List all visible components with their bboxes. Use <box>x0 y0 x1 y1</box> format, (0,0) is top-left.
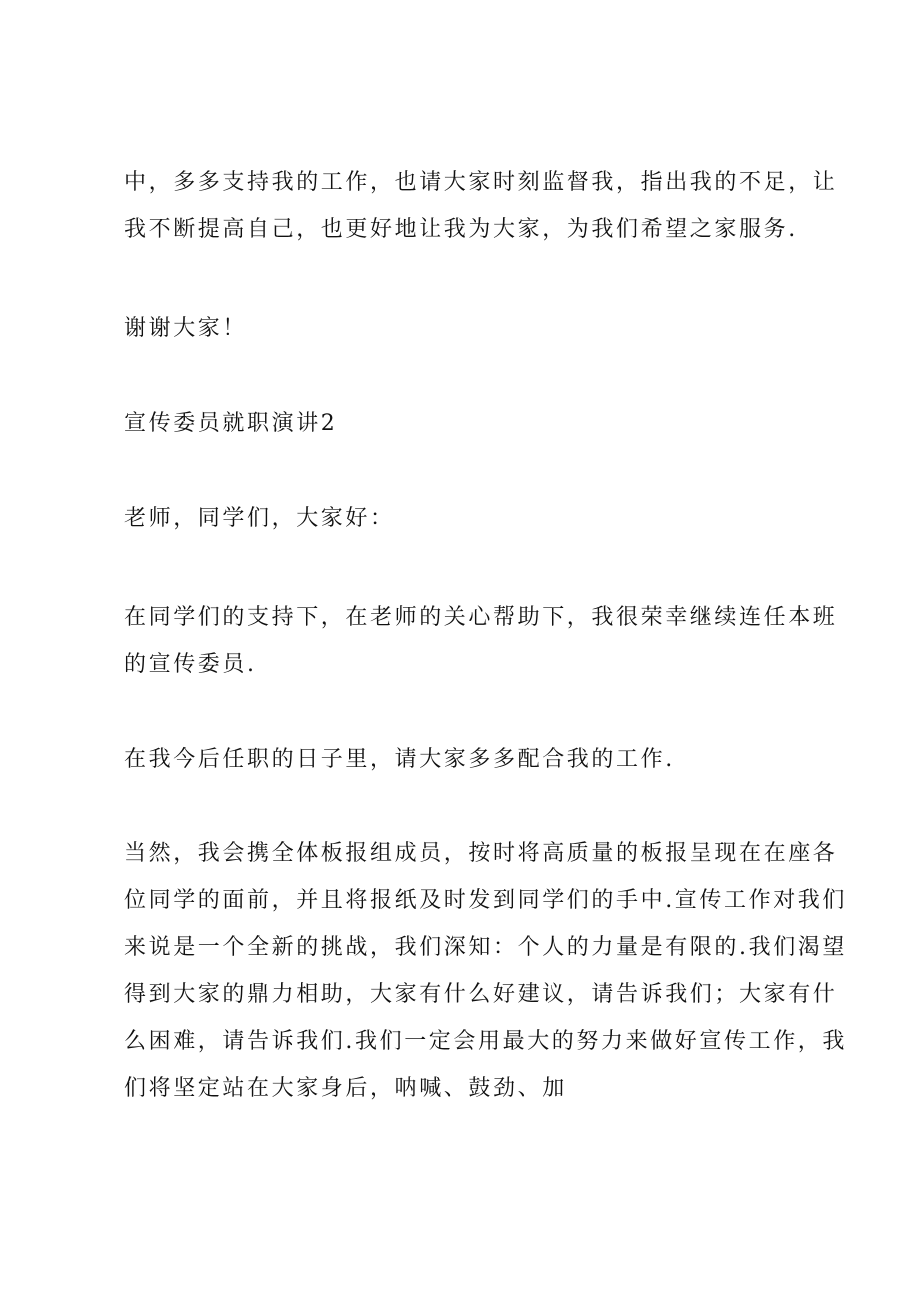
text-line: 当然，我会携全体板报组成员，按时将高质量的板报呈现在在座各 <box>124 841 838 866</box>
text-line: 我不断提高自己，也更好地让我为大家，为我们希望之家服务. <box>124 217 798 242</box>
paragraph-greeting <box>124 495 814 542</box>
heading-text: 宣传委员就职演讲2 <box>124 411 338 436</box>
paragraph-thanks <box>124 305 814 352</box>
text-line: 在同学们的支持下，在老师的关心帮助下，我很荣幸继续连任本班 <box>124 605 838 630</box>
paragraph-request <box>124 736 814 783</box>
text-line: 老师，同学们，大家好： <box>124 506 395 531</box>
text-line: 位同学的面前，并且将报纸及时发到同学们的手中.宣传工作对我们 <box>124 888 847 913</box>
paragraph-commitment <box>124 830 847 1112</box>
paragraph-introduction <box>124 594 838 688</box>
text-line: 谢谢大家！ <box>124 316 248 341</box>
text-line: 的宣传委员. <box>124 652 257 677</box>
text-line: 中，多多支持我的工作，也请大家时刻监督我，指出我的不足，让 <box>124 170 838 195</box>
text-line: 在我今后任职的日子里，请大家多多配合我的工作. <box>124 747 675 772</box>
text-line: 们将坚定站在大家身后，呐喊、鼓劲、加 <box>124 1076 567 1101</box>
text-line: 得到大家的鼎力相助，大家有什么好建议，请告诉我们；大家有什 <box>124 982 838 1007</box>
section-heading <box>124 400 814 447</box>
paragraph-closing-request <box>124 159 838 253</box>
text-line: 么困难，请告诉我们.我们一定会用最大的努力来做好宣传工作，我 <box>124 1029 847 1054</box>
text-line: 来说是一个全新的挑战，我们深知：个人的力量是有限的.我们渴望 <box>124 935 847 960</box>
